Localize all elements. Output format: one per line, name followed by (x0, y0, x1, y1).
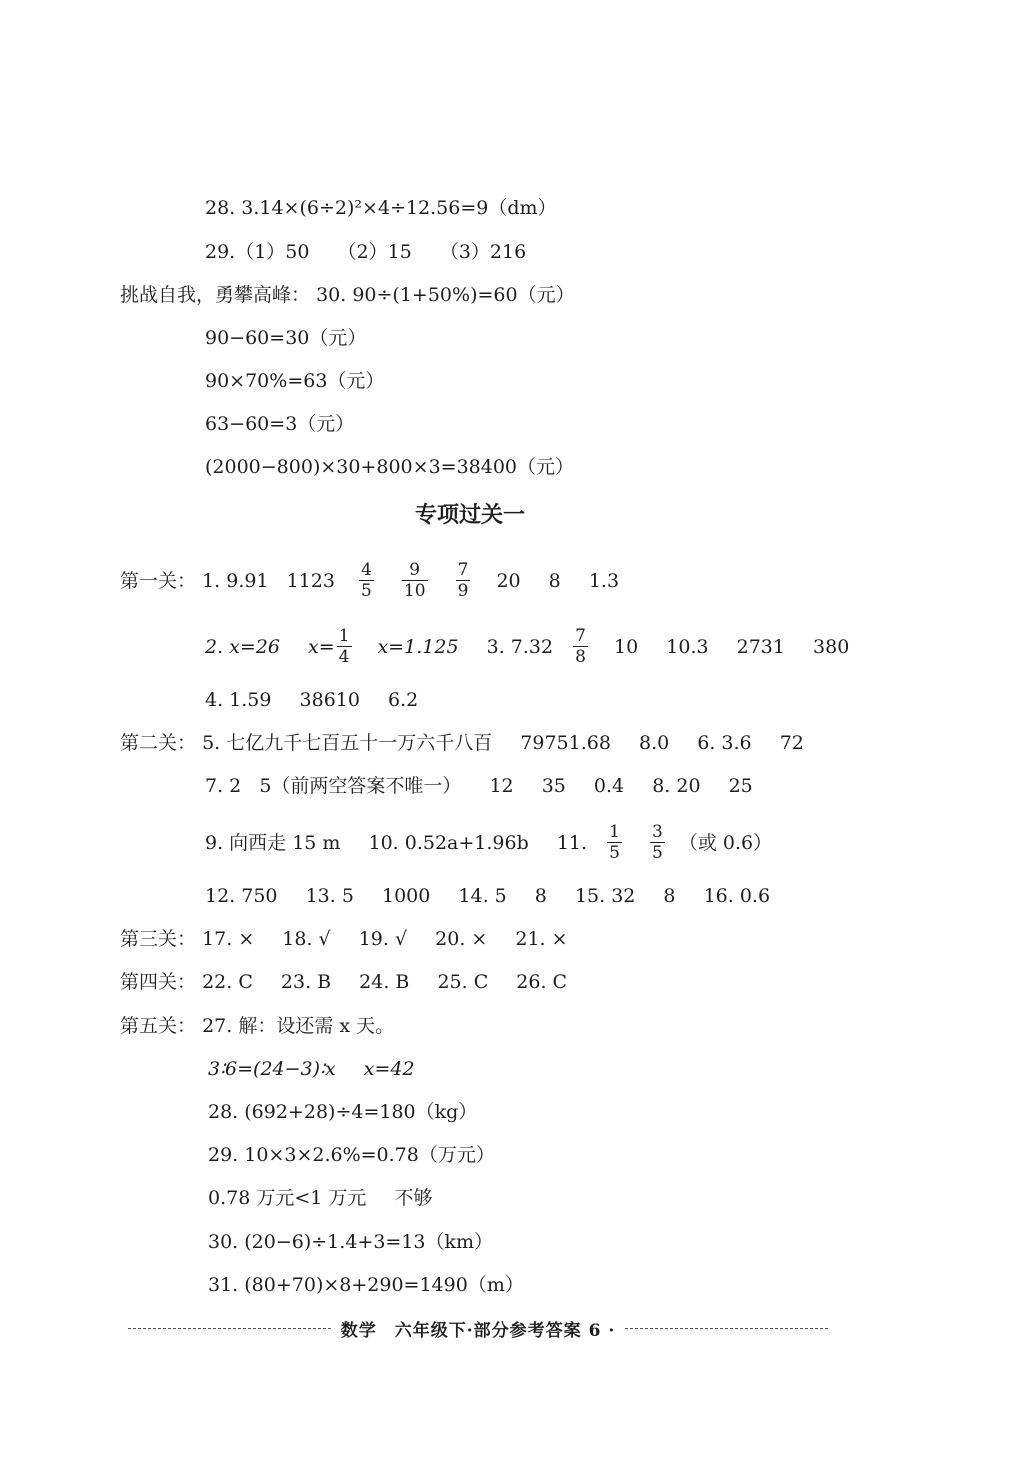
challenge-label: 挑战自我，勇攀高峰： (120, 284, 311, 306)
fraction: $\frac{9}{10}$ (403, 560, 426, 601)
level2-line9: 9. 向西走 15 m 10. 0.52a+1.96b 11. $\frac{1}{5}$ $\frac{3}{5}$ （或 0.6） (205, 822, 773, 863)
level5-line27: 第五关： 27. 解：设还需 x 天。 (120, 1010, 394, 1040)
fraction: $\frac{3}{5}$ (651, 822, 663, 863)
answer-30-step2: 90−60=30（元） (205, 327, 367, 349)
level4-label: 第四关： (120, 971, 197, 993)
challenge-line: 挑战自我，勇攀高峰： 30. 90÷(1+50%)=60（元） (120, 279, 575, 309)
footer-rule-right (625, 1328, 828, 1329)
level4-line: 第四关： 22. C 23. B 24. B 25. C 26. C (120, 966, 567, 996)
level5-label: 第五关： (120, 1015, 197, 1037)
level1-label: 第一关： (120, 569, 197, 592)
level2-line12: 12. 750 13. 5 1000 14. 5 8 15. 32 8 16. 0.6 (205, 885, 771, 907)
level3-line: 第三关： 17. × 18. √ 19. √ 20. × 21. × (120, 923, 568, 953)
level5-line29b: 0.78 万元<1 万元 不够 (208, 1187, 433, 1209)
fraction: $\frac{4}{5}$ (361, 560, 372, 601)
level5-line30: 30. (20−6)÷1.4+3=13（km） (208, 1231, 494, 1253)
level1-line2: 2. x=26 x= $\frac{1}{4}$ x=1.125 3. 7.32 $\frac{7}{8}$ 10 10.3 2731 380 (205, 626, 850, 667)
level1-line4: 4. 1.59 38610 6.2 (205, 689, 419, 711)
answer-30-step4: 63−60=3（元） (205, 413, 355, 435)
answer-30-step5: (2000−800)×30+800×3=38400（元） (205, 456, 575, 478)
level3-label: 第三关： (120, 928, 197, 950)
level2-label: 第二关： (120, 732, 197, 754)
answer-28: 28. 3.14×(6÷2)²×4÷12.56=9（dm） (205, 197, 557, 219)
level5-line27b: 3∶6=(24−3)∶x x=42 (208, 1058, 415, 1080)
fraction: $\frac{1}{5}$ (609, 822, 620, 863)
answer-30-step3: 90×70%=63（元） (205, 370, 385, 392)
section-title: 专项过关一 (414, 503, 525, 528)
footer-rule-left (128, 1328, 331, 1329)
fraction: $\frac{1}{4}$ (338, 626, 350, 667)
fraction: $\frac{7}{8}$ (575, 626, 586, 667)
page-footer (128, 1314, 828, 1342)
level5-line28: 28. (692+28)÷4=180（kg） (208, 1101, 478, 1123)
answer-29: 29.（1）50 （2）15 （3）216 (205, 241, 527, 263)
level2-line7: 7. 2 5（前两空答案不唯一） 12 35 0.4 8. 20 25 (205, 775, 753, 797)
level2-line5: 第二关： 5. 七亿九千七百五十一万六千八百 79751.68 8.0 6. 3.6 72 (120, 727, 804, 757)
fraction: $\frac{7}{9}$ (457, 560, 469, 601)
level5-line29: 29. 10×3×2.6%=0.78（万元） (208, 1144, 495, 1166)
footer-text: 数学 六年级下·部分参考答案 6 · (340, 1320, 616, 1341)
level1-line1: 第一关： 1. 9.91 1123 $\frac{4}{5}$ $\frac{9}{10}$ $\frac{7}{9}$ 20 8 1.3 (120, 560, 620, 601)
level5-line31: 31. (80+70)×8+290=1490（m） (208, 1274, 524, 1296)
